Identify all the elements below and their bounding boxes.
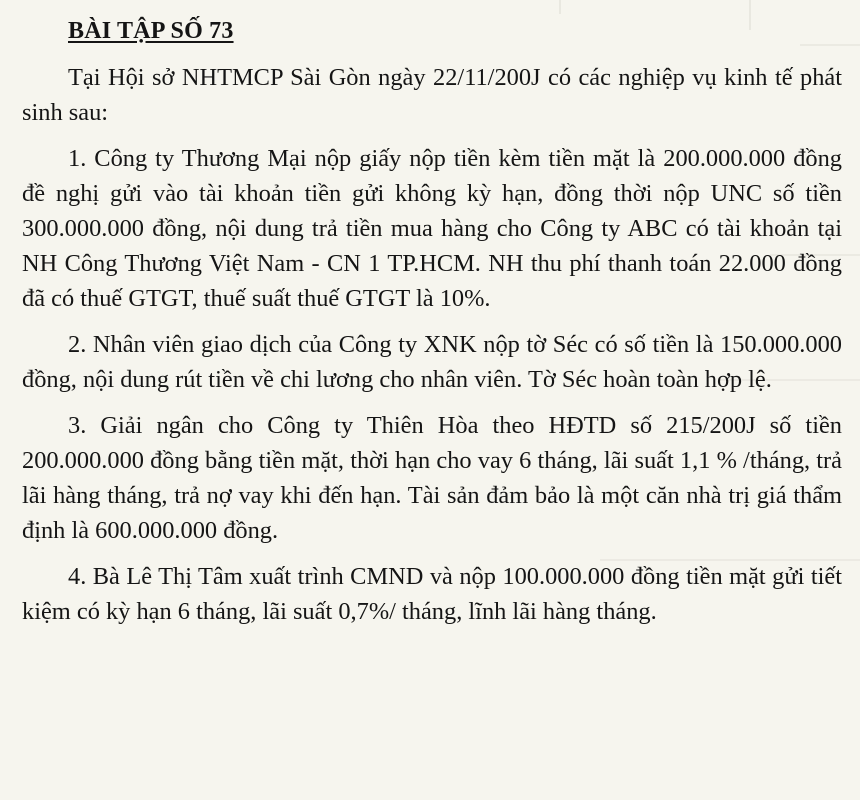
exercise-title: BÀI TẬP SỐ 73 (68, 18, 234, 44)
exercise-content (22, 14, 842, 629)
transaction-item-4: 4. Bà Lê Thị Tâm xuất trình CMND và nộp 100.000.000 đồng tiền mặt gửi tiết kiệm có kỳ hạn 6 tháng, lãi suất 0,7%/ tháng, lĩnh lãi hàng tháng. (22, 563, 842, 625)
intro-paragraph: Tại Hội sở NHTMCP Sài Gòn ngày 22/11/200J có các nghiệp vụ kinh tế phát sinh sau: (22, 64, 842, 126)
transaction-item-2: 2. Nhân viên giao dịch của Công ty XNK nộp tờ Séc có số tiền là 150.000.000 đồng, nội dung rút tiền về chi lương cho nhân viên. Tờ Séc hoàn toàn hợp lệ. (22, 331, 842, 393)
transaction-item-3: 3. Giải ngân cho Công ty Thiên Hòa theo HĐTD số 215/200J số tiền 200.000.000 đồng bằng tiền mặt, thời hạn cho vay 6 tháng, lãi suất 1,1 % /tháng, trả lãi hàng tháng, trả nợ vay khi đến hạn. Tài sản đảm bảo là một căn nhà trị giá thẩm định là 600.000.000 đồng. (22, 412, 842, 544)
transaction-item-1: 1. Công ty Thương Mại nộp giấy nộp tiền kèm tiền mặt là 200.000.000 đồng đề nghị gửi vào tài khoản tiền gửi không kỳ hạn, đồng thời nộp UNC số tiền 300.000.000 đồng, nội dung trả tiền mua hàng cho Công ty ABC có tài khoản tại NH Công Thương Việt Nam - CN 1 TP.HCM. NH thu phí thanh toán 22.000 đồng đã có thuế GTGT, thuế suất thuế GTGT là 10%. (22, 145, 842, 312)
